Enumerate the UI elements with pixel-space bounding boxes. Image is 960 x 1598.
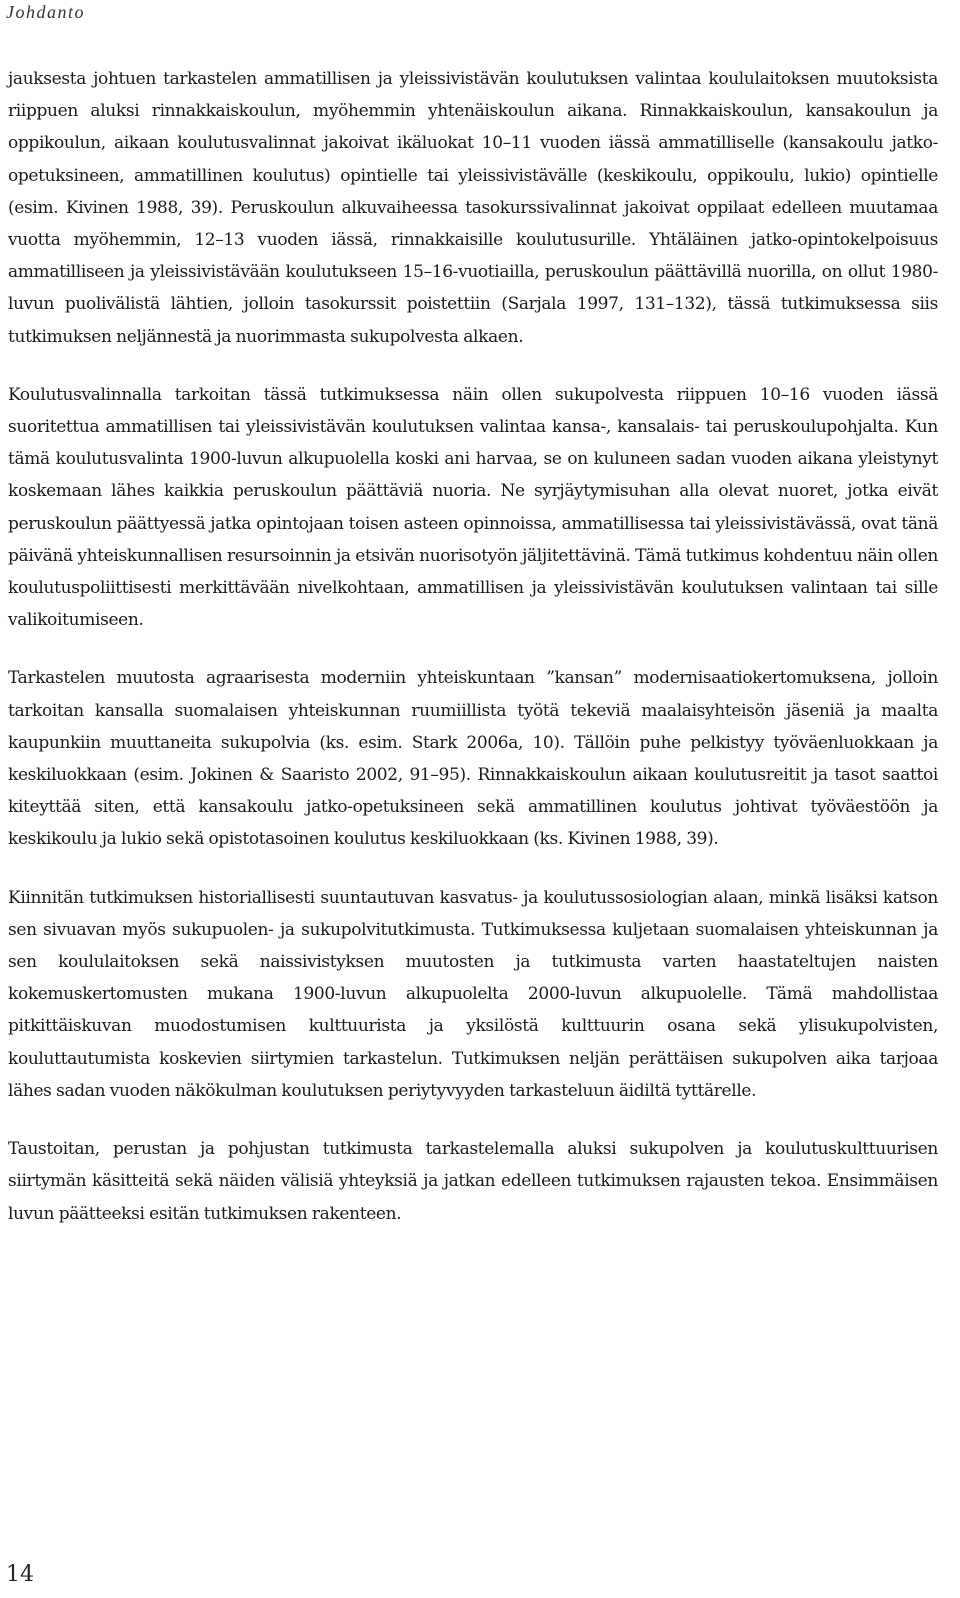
paragraph: jauksesta johtuen tarkastelen ammatillisen ja yleissivistävän koulutuksen valintaa koululaitoksen muutoksista riippuen aluksi rinnakkaiskoulun, myöhemmin yhtenäiskoulun aikana. Rinnakkaiskoulun, kansakoulun ja oppikoulun, aikaan koulutusvalinnat jakoivat ikäluokat 10–11 vuoden iässä ammatilliselle (kansakoulu jatko-opetuksineen, ammatillinen koulutus) opintielle tai yleissivistävälle (keskikoulu, oppikoulu, lukio) opintielle (esim. Kivinen 1988, 39). Peruskoulun alkuvaiheessa tasokurssivalinnat jakoivat oppilaat edelleen muutamaa vuotta myöhemmin, 12–13 vuoden iässä, rinnakkaisille koulutusurille. Yhtäläinen jatko-opintokelpoisuus ammatilliseen ja yleissivistävään koulutukseen 15–16-vuotiailla, peruskoulun päättävillä nuorilla, on ollut 1980-luvun puolivälistä lähtien, jolloin tasokurssit poistettiin (Sarjala 1997, 131–132), tässä tutkimuksessa siis tutkimuksen neljännestä ja nuorimmasta sukupolvesta alkaen.	[8, 69, 938, 347]
page-number: 14	[6, 1562, 34, 1587]
paragraph: Tarkastelen muutosta agraarisesta moderniin yhteiskuntaan ”kansan” modernisaatiokertomuksena, jolloin tarkoitan kansalla suomalaisen yhteiskunnan ruumiillista työtä tekeviä maalaisyhteisön jäseniä ja maalta kaupunkiin muuttaneita sukupolvia (ks. esim. Stark 2006a, 10). Tällöin puhe pelkistyy työväenluokkaan ja keskiluokkaan (esim. Jokinen & Saaristo 2002, 91–95). Rinnakkaiskoulun aikaan koulutusreitit ja tasot saattoi kiteyttää siten, että kansakoulu jatko-opetuksineen sekä ammatillinen koulutus johtivat työväestöön ja keskikoulu ja lukio sekä opistotasoinen koulutus keskiluokkaan (ks. Kivinen 1988, 39).	[8, 668, 938, 850]
paragraph: Kiinnitän tutkimuksen historiallisesti suuntautuvan kasvatus- ja koulutussosiologian alaan, minkä lisäksi katson sen sivuavan myös sukupuolen- ja sukupolvitutkimusta. Tutkimuksessa kuljetaan suomalaisen yhteiskunnan ja sen koululaitoksen sekä naissivistyksen muutosten ja tutkimusta varten haastateltujen naisten kokemuskertomusten mukana 1900-luvun alkupuolelta 2000-luvun alkupuolelle. Tämä mahdollistaa pitkittäiskuvan muodostumisen kulttuurista ja yksilöstä kulttuurin osana sekä ylisukupolvisten, kouluttautumista koskevien siirtymien tarkastelun. Tutkimuksen neljän perättäisen sukupolven aika tarjoaa lähes sadan vuoden näkökulman koulutuksen periytyvyyden tarkasteluun äidiltä tyttärelle.	[8, 887, 938, 1101]
paragraph: Taustoitan, perustan ja pohjustan tutkimusta tarkastelemalla aluksi sukupolven ja koulutuskulttuurisen siirtymän käsitteitä sekä näiden välisiä yhteyksiä ja jatkan edelleen tutkimuksen rajausten tekoa. Ensimmäisen luvun päätteeksi esitän tutkimuksen rakenteen.	[8, 1139, 938, 1224]
body-text	[8, 63, 938, 1230]
paragraph: Koulutusvalinnalla tarkoitan tässä tutkimuksessa näin ollen sukupolvesta riippuen 10–16 vuoden iässä suoritettua ammatillisen tai yleissivistävän koulutuksen valintaa kansa-, kansalais- tai peruskoulupohjalta. Kun tämä koulutusvalinta 1900-luvun alkupuolella koski ani harvaa, se on kuluneen sadan vuoden aikana yleistynyt koskemaan lähes kaikkia peruskoulun päättäviä nuoria. Ne syrjäytymisuhan alla olevat nuoret, jotka eivät peruskoulun päättyessä jatka opintojaan toisen asteen opinnoissa, ammatillisessa tai yleissivistävässä, ovat tänä päivänä yhteiskunnallisen resursoinnin ja etsivän nuorisotyön jäljitettävinä. Tämä tutkimus kohdentuu näin ollen koulutuspoliittisesti merkittävään nivelkohtaan, ammatillisen ja yleissivistävän koulutuksen valintaan tai sille valikoitumiseen.	[8, 384, 938, 631]
running-header: Johdanto	[6, 2, 85, 22]
